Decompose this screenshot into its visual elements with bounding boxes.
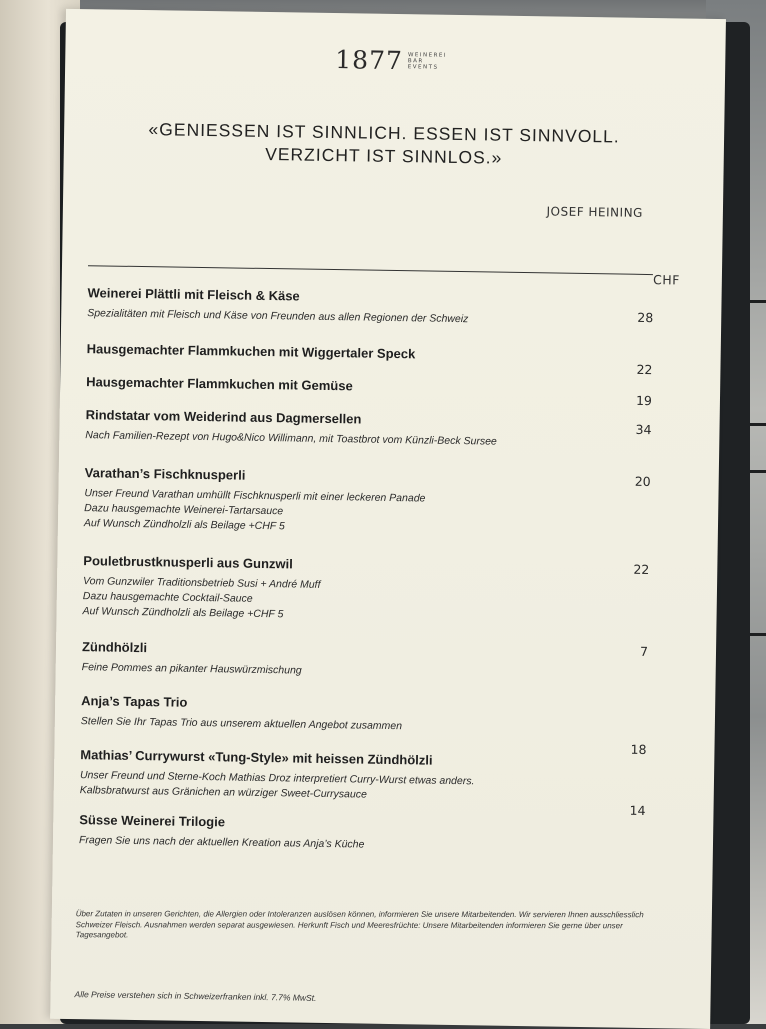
menu-item-name: Zündhölzli [81, 639, 148, 656]
menu-list [79, 285, 678, 857]
menu-item-description-line: Feine Pommes an pikanter Hauswürzmischung [81, 661, 302, 677]
menu-item-name: Pouletbrustknusperli aus Gunzwil [83, 553, 293, 572]
menu-item [79, 741, 671, 807]
menu-item-name: Süsse Weinerei Trilogie [79, 812, 226, 830]
quote [104, 117, 665, 172]
menu-item-description-line: Kalbsbratwurst aus Gränichen an würziger Sweet-Currysauce [79, 784, 367, 801]
menu-item-description-line: Auf Wunsch Zündholzli als Beilage +CHF 5 [82, 605, 284, 621]
allergen-footnote: Über Zutaten in unseren Gerichten, die Allergien oder Intoleranzen auslösen können, informieren Sie unsere Mitarbeitenden. Wir servieren Ihnen ausschliesslich Schweizer Fleisch. Ausnahmen werden separat ausgewiesen. Herkunft Fisch und Meeresfrüchte: Unsere Mitarbeitenden informieren Sie gerne über unser Tagesangebot. [75, 909, 644, 940]
menu-item-description-line: Unser Freund und Sterne-Koch Mathias Droz interpretiert Curry-Wurst etwas anders. [79, 769, 475, 788]
menu-item-name: Hausgemachter Flammkuchen mit Gemüse [86, 374, 353, 394]
menu-item-price: 20 [634, 473, 651, 490]
menu-item-description-line: Nach Familien-Rezept von Hugo&Nico Willimann, mit Toastbrot vom Künzli-Beck Sursee [85, 429, 497, 448]
menu-item-description-line: Auf Wunsch Zündholzli als Beilage +CHF 5 [83, 517, 285, 533]
menu-item-description-line: Stellen Sie Ihr Tapas Trio aus unserem aktuellen Angebot zusammen [80, 715, 403, 733]
menu-item-name: Anja’s Tapas Trio [81, 693, 188, 710]
menu-item-price: 18 [630, 741, 647, 758]
menu-item-price: 22 [633, 561, 650, 578]
menu-item-description [84, 486, 675, 540]
menu-item-description-line: Vom Gunzwiler Traditionsbetrieb Susi + André Muff [82, 575, 321, 591]
menu-item [87, 285, 677, 330]
logo-word: BAR [407, 57, 424, 64]
menu-item [86, 374, 676, 409]
menu-item-price: 22 [636, 361, 653, 378]
menu-item-price: 28 [637, 309, 654, 326]
menu-item-description-line: Dazu hausgemachte Cocktail-Sauce [82, 590, 253, 605]
divider [88, 265, 653, 275]
menu-item-price: 7 [639, 643, 649, 660]
currency-label: CHF [652, 272, 680, 288]
menu-item-name: Rindstatar vom Weiderind aus Dagmersellen [85, 407, 362, 427]
menu-item-name: Mathias’ Currywurst «Tung-Style» mit heissen Zündhölzli [80, 747, 433, 768]
menu-item-price: 34 [635, 421, 652, 438]
menu-item-name: Varathan’s Fischknusperli [84, 465, 246, 483]
logo-word: WEINEREI [407, 51, 448, 59]
menu-item-description [82, 574, 673, 628]
menu-page [50, 9, 726, 1029]
menu-item [84, 465, 675, 540]
quote-author: JOSEF HEINING [546, 204, 644, 220]
menu-item-name: Weinerei Plättli mit Fleisch & Käse [87, 285, 300, 304]
menu-item [82, 553, 673, 628]
logo-words [408, 52, 447, 71]
tax-note: Alle Preise verstehen sich in Schweizerfranken inkl. 7.7% MwSt. [74, 989, 317, 1003]
menu-item [78, 802, 669, 857]
menu-item-description-line: Unser Freund Varathan umhüllt Fischknusperli mit einer leckeren Panade [84, 487, 426, 505]
menu-item-name: Hausgemachter Flammkuchen mit Wiggertaler Speck [86, 341, 416, 362]
menu-item-description [81, 714, 671, 738]
menu-item [82, 639, 672, 684]
menu-item [86, 341, 677, 378]
menu-item-description [87, 306, 677, 330]
menu-item-description-line: Dazu hausgemachte Weinerei-Tartarsauce [84, 502, 284, 518]
menu-item-price: 19 [635, 392, 653, 409]
logo-year: 1877 [335, 45, 404, 76]
menu-item-description [80, 768, 670, 807]
menu-item-description [85, 428, 675, 452]
menu-item [81, 693, 671, 738]
logo [335, 45, 447, 76]
logo-word: EVENTS [407, 63, 439, 71]
menu-item-description-line: Fragen Sie uns nach der aktuellen Kreation aus Anja’s Küche [78, 834, 365, 851]
menu-item-description [82, 660, 672, 684]
quote-line: «GENIESSEN IST SINNLICH. ESSEN IST SINNVOLL. [148, 119, 620, 147]
menu-item-description [79, 833, 669, 857]
menu-item-price: 14 [629, 802, 646, 819]
menu-item [85, 407, 675, 452]
menu-item-description-line: Spezialitäten mit Fleisch und Käse von Freunden aus allen Regionen der Schweiz [87, 307, 469, 326]
quote-line: VERZICHT IST SINNLOS.» [265, 143, 503, 168]
